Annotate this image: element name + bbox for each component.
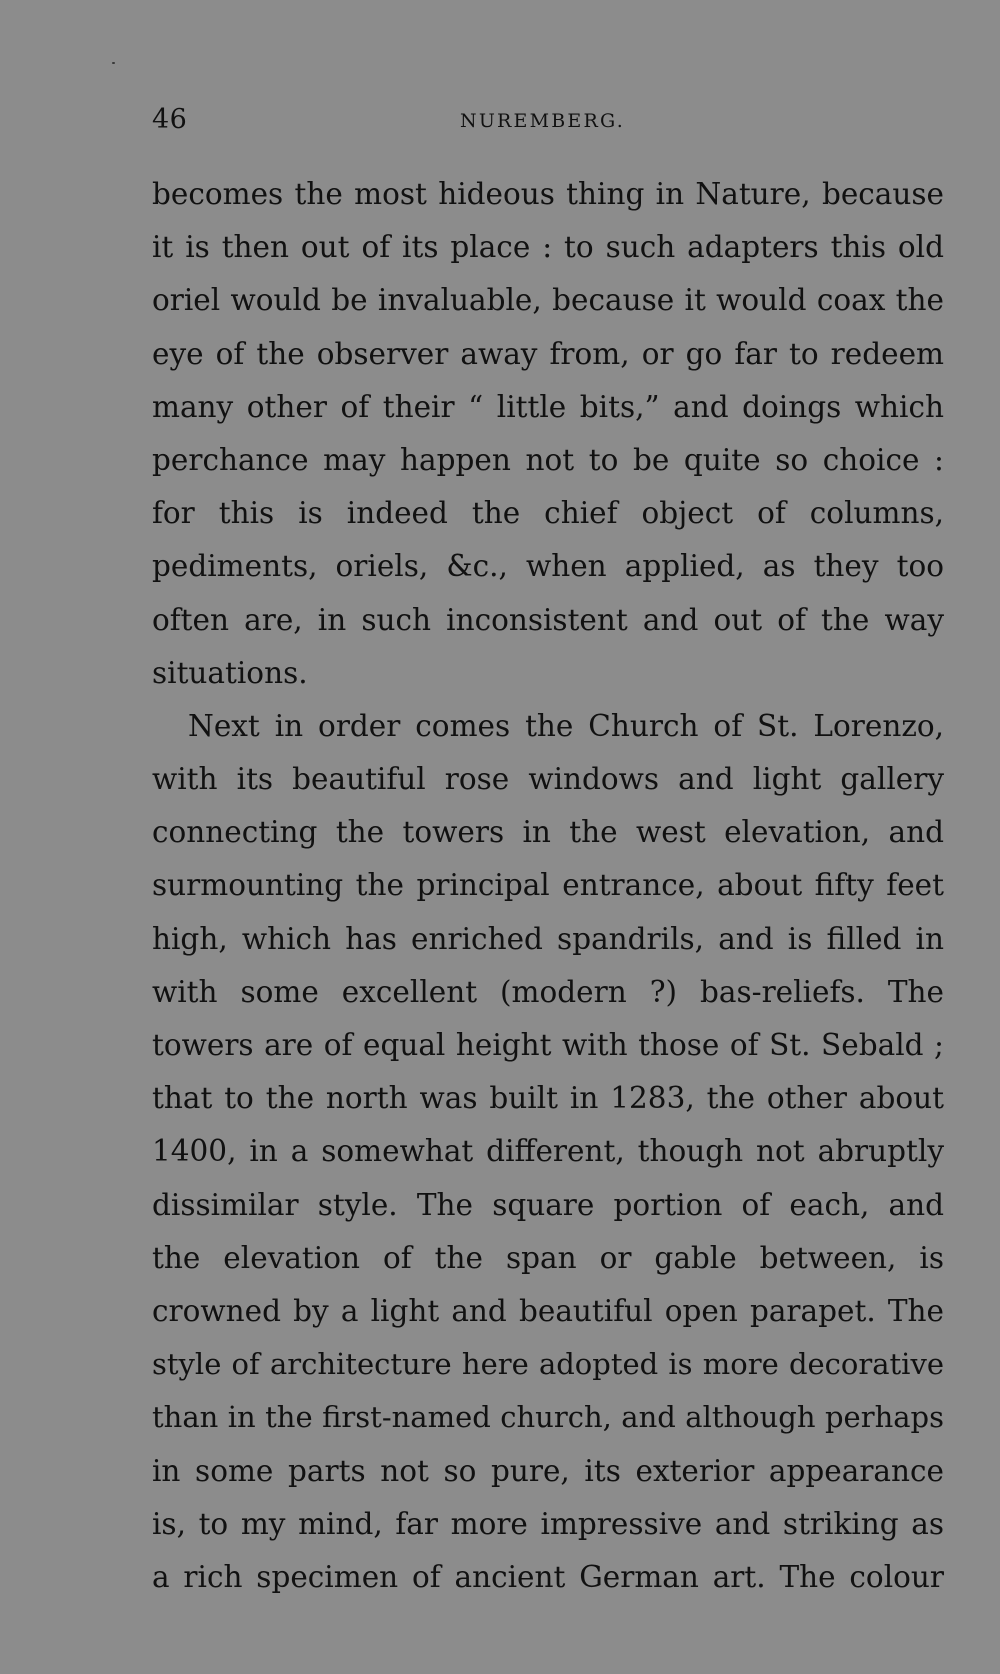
- text-line: connecting the towers in the west elevation, and: [152, 815, 944, 850]
- text-line: high, which has enriched spandrils, and is filled in: [152, 921, 944, 956]
- text-line: perchance may happen not to be quite so choice :: [152, 442, 944, 477]
- text-line: towers are of equal height with those of St. Sebald ;: [152, 1028, 944, 1062]
- text-line: becomes the most hideous thing in Nature, because: [152, 177, 944, 211]
- text-line: 1400, in a somewhat different, though not abruptly: [152, 1134, 944, 1169]
- text-line: pediments, oriels, &c., when applied, as they too: [152, 549, 944, 584]
- text-line: with its beautiful rose windows and light gallery: [152, 762, 944, 797]
- text-line: is, to my mind, far more impressive and striking as: [152, 1506, 944, 1541]
- running-title: NUREMBERG.: [460, 110, 625, 132]
- page-header: [152, 100, 942, 140]
- text-line: crowned by a light and beautiful open parapet. The: [152, 1293, 944, 1328]
- text-line: eye of the observer away from, or go far to redeem: [152, 336, 944, 371]
- text-line: for this is indeed the chief object of columns,: [152, 496, 944, 531]
- text-line: situations.: [152, 655, 308, 690]
- text-line: the elevation of the span or gable between, is: [152, 1240, 944, 1275]
- text-line: with some excellent (modern ?) bas-reliefs. The: [152, 974, 944, 1009]
- paragraph-first-line: Next in order comes the Church of St. Lorenzo,: [188, 708, 944, 743]
- text-line: dissimilar style. The square portion of each, and: [152, 1187, 944, 1222]
- text-line: style of architecture here adopted is more decorative: [152, 1347, 944, 1382]
- text-line: oriel would be invaluable, because it would coax the: [152, 283, 944, 318]
- text-line: surmounting the principal entrance, about fifty feet: [152, 868, 944, 903]
- text-line: often are, in such inconsistent and out of the way: [152, 602, 944, 637]
- text-line: it is then out of its place : to such adapters this old: [152, 230, 944, 265]
- ink-speck: [112, 62, 115, 64]
- text-line: many other of their “ little bits,” and doings which: [152, 389, 944, 424]
- text-line: than in the first-named church, and although perhaps: [152, 1400, 944, 1435]
- body-text: [152, 168, 944, 1604]
- text-line: a rich specimen of ancient German art. The colour: [152, 1559, 944, 1594]
- page-number: 46: [152, 104, 188, 135]
- text-line: in some parts not so pure, its exterior appearance: [152, 1453, 944, 1488]
- text-line: that to the north was built in 1283, the other about: [152, 1081, 944, 1116]
